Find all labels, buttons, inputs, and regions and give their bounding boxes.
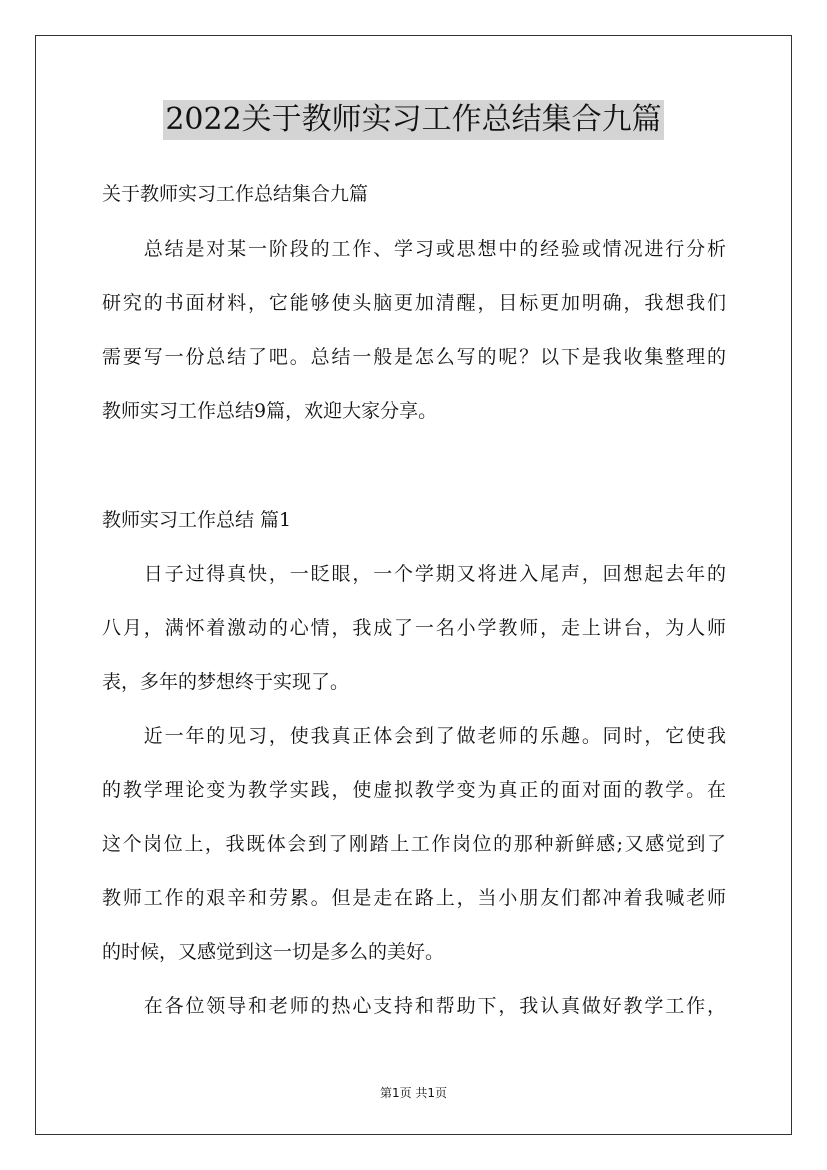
- body-line: 的教学理论变为教学实践，使虚拟教学变为真正的面对面的教学。在: [102, 779, 726, 801]
- body-line: 教师工作的艰辛和劳累。但是走在路上，当小朋友们都冲着我喊老师: [102, 887, 726, 909]
- body-line: 在各位领导和老师的热心支持和帮助下，我认真做好教学工作，: [102, 995, 726, 1017]
- document-title: 2022关于教师实习工作总结集合九篇: [163, 100, 663, 140]
- intro-line: 总结是对某一阶段的工作、学习或思想中的经验或情况进行分析: [102, 238, 726, 260]
- intro-line: 教师实习工作总结9篇，欢迎大家分享。: [102, 400, 438, 422]
- body-line: 表，多年的梦想终于实现了。: [102, 671, 350, 693]
- body-line: 八月，满怀着激动的心情，我成了一名小学教师，走上讲台，为人师: [102, 617, 726, 639]
- intro-line: 需要写一份总结了吧。总结一般是怎么写的呢？以下是我收集整理的: [102, 346, 726, 368]
- intro-line: 研究的书面材料，它能够使头脑更加清醒，目标更加明确，我想我们: [102, 292, 726, 314]
- body-line: 日子过得真快，一眨眼，一个学期又将进入尾声，回想起去年的: [102, 563, 726, 585]
- page-footer: 第1页 共1页: [379, 1086, 448, 1100]
- title-container: [0, 100, 827, 140]
- body-line: 的时候，又感觉到这一切是多么的美好。: [102, 941, 445, 963]
- body-line: 这个岗位上，我既体会到了刚踏上工作岗位的那种新鲜感;又感觉到了: [102, 833, 726, 855]
- body-line: 近一年的见习，使我真正体会到了做老师的乐趣。同时，它使我: [102, 725, 726, 747]
- document-subtitle: 关于教师实习工作总结集合九篇: [102, 183, 369, 205]
- section-heading: 教师实习工作总结 篇1: [102, 509, 292, 531]
